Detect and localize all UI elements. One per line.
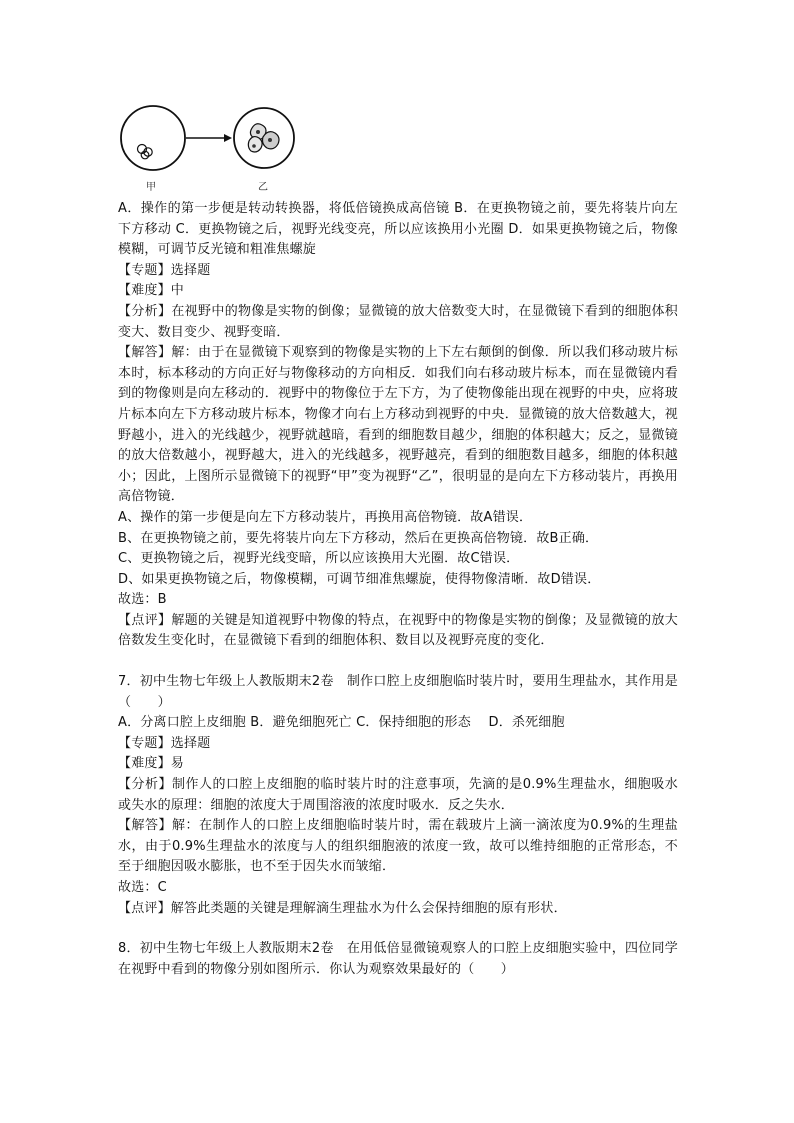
field-jia-circle (121, 106, 185, 170)
question-7 (118, 672, 678, 919)
q6-answer: 【解答】解：由于在显微镜下观察到的物像是实物的上下左右颠倒的倒像．所以我们移动玻片标本时，标本移动的方向正好与物像移动的方向相反．如我们向右移动玻片标本，而在显微镜内看到的物像则是向左移动的．视野中的物像位于左下方，为了使物像能出现在视野的中央，应将玻片标本向左下方移动玻片标本，物像才向右上方移动到视野的中央．显微镜的放大倍数越大，视野越小，进入的光线越少，视野就越暗，看到的细胞数目越少，细胞的体积越大；反之，显微镜的放大倍数越小，视野越大，进入的光线越多，视野越亮，看到的细胞数目越多，细胞的体积越小；因此，上图所示显微镜下的视野“甲”变为视野“乙”，很明显的是向左下方移动装片，再换用高倍物镜． (118, 345, 678, 505)
q7-difficulty: 【难度】易 (118, 756, 185, 772)
q6-analysis: 【分析】在视野中的物像是实物的倒像；显微镜的放大倍数变大时，在显微镜下看到的细胞体积变大、数目变少、视野变暗． (118, 303, 678, 340)
q8-question: 8．初中生物七年级上人教版期末2卷 在用低倍显微镜观察人的口腔上皮细胞实验中，四位同学在视野中看到的物像分别如图所示．你认为观察效果最好的（ ） (118, 941, 678, 977)
figure-label-jia: 甲 (146, 182, 156, 193)
figure-label-yi: 乙 (258, 182, 268, 193)
question-8 (118, 939, 678, 980)
q7-topic: 【专题】选择题 (118, 735, 211, 751)
arrow-head (224, 134, 232, 142)
microscope-field-figure (118, 100, 308, 195)
q7-answer: 【解答】解：在制作人的口腔上皮细胞临时装片时，需在载玻片上滴一滴浓度为0.9%的生理盐水，由于0.9%生理盐水的浓度与人的组织细胞液的浓度一致，故可以维持细胞的正常形态，不至于细胞因吸水膨胀，也不至于因失水而皱缩． (118, 818, 678, 875)
q6-choice: 故选：B (118, 592, 167, 608)
cell-yi-3 (248, 137, 262, 152)
q7-choice: 故选：C (118, 880, 167, 895)
q7-options: A．分离口腔上皮细胞 B．避免细胞死亡 C．保持细胞的形态 D．杀死细胞 (118, 715, 565, 731)
q6-line-a: A、操作的第一步便是向左下方移动装片，再换用高倍物镜．故A错误． (118, 509, 533, 525)
q6-difficulty: 【难度】中 (118, 283, 185, 299)
q6-comment: 【点评】解题的关键是知道视野中物像的特点，在视野中的物像是实物的倒像；及显微镜的放大倍数发生变化时，在显微镜下看到的细胞体积、数目以及视野亮度的变化． (118, 612, 678, 649)
q6-topic: 【专题】选择题 (118, 262, 211, 278)
question-6-solution (118, 199, 678, 652)
q7-question: 7．初中生物七年级上人教版期末2卷 制作口腔上皮细胞临时装片时，要用生理盐水，其作用是（ ） (118, 674, 678, 710)
page (118, 100, 678, 980)
q6-line-d: D、如果更换物镜之后，物像模糊，可调节细准焦螺旋，使得物像清晰．故D错误． (118, 571, 601, 587)
q6-options: A．操作的第一步便是转动转换器，将低倍镜换成高倍镜 B．在更换物镜之前，要先将装片向左下方移动 C．更换物镜之后，视野光线变亮，所以应该换用小光圈 D．如果更换物镜之后，物像模糊，可调节反光镜和粗准焦螺旋 (118, 201, 678, 258)
q6-line-c: C、更换物镜之后，视野光线变暗，所以应该换用大光圈．故C错误． (118, 551, 520, 567)
q7-analysis: 【分析】制作人的口腔上皮细胞的临时装片时的注意事项，先滴的是0.9%生理盐水，细胞吸水或失水的原理：细胞的浓度大于周围溶液的浓度时吸水．反之失水． (118, 777, 678, 813)
q7-comment: 【点评】解答此类题的关键是理解滴生理盐水为什么会保持细胞的原有形状． (118, 900, 567, 916)
q6-line-b: B、在更换物镜之前，要先将装片向左下方移动，然后在更换高倍物镜．故B正确． (118, 530, 599, 546)
